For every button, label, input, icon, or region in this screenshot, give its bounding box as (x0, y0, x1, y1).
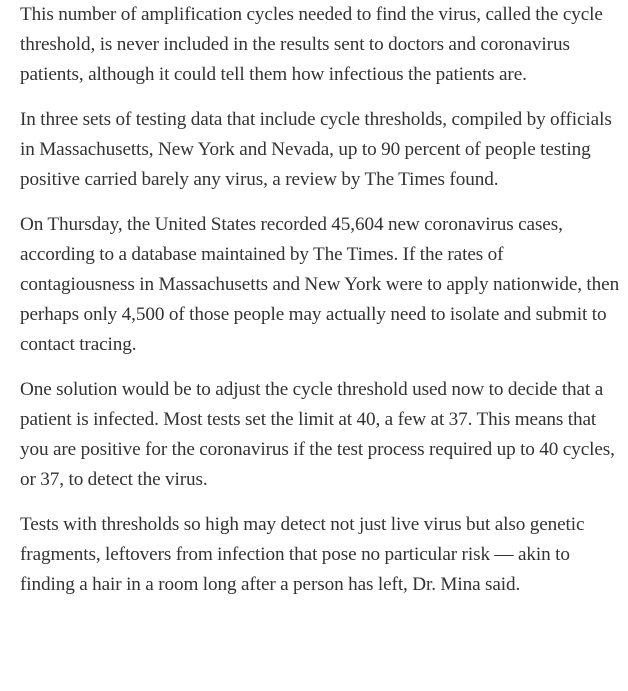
article-paragraph-4: One solution would be to adjust the cycle threshold used now to decide that a patient is infected. Most tests set the limit at 40, a few at 37. This means that you are positive for the coronavirus if the test process required up to 40 cycles, or 37, to detect the virus. (20, 379, 615, 490)
article-paragraph-3: On Thursday, the United States recorded 45,604 new coronavirus cases, according to a database maintained by The Times. If the rates of contagiousness in Massachusetts and New York were to apply nationwide, then perhaps only 4,500 of those people may actually need to isolate and submit to contact tracing. (20, 214, 620, 355)
article-paragraph-5: Tests with thresholds so high may detect not just live virus but also genetic fragments, leftovers from infection that pose no particular risk — akin to finding a hair in a room long after a person has left, Dr. Mina said. (20, 514, 585, 595)
article-paragraph-1: This number of amplification cycles needed to find the virus, called the cycle threshold, is never included in the results sent to doctors and coronavirus patients, although it could tell them how infectious the patients are. (20, 4, 603, 85)
article-body (20, 0, 620, 600)
article-paragraph-2: In three sets of testing data that include cycle thresholds, compiled by officials in Massachusetts, New York and Nevada, up to 90 percent of people testing positive carried barely any virus, a review by The Times found. (20, 109, 612, 190)
